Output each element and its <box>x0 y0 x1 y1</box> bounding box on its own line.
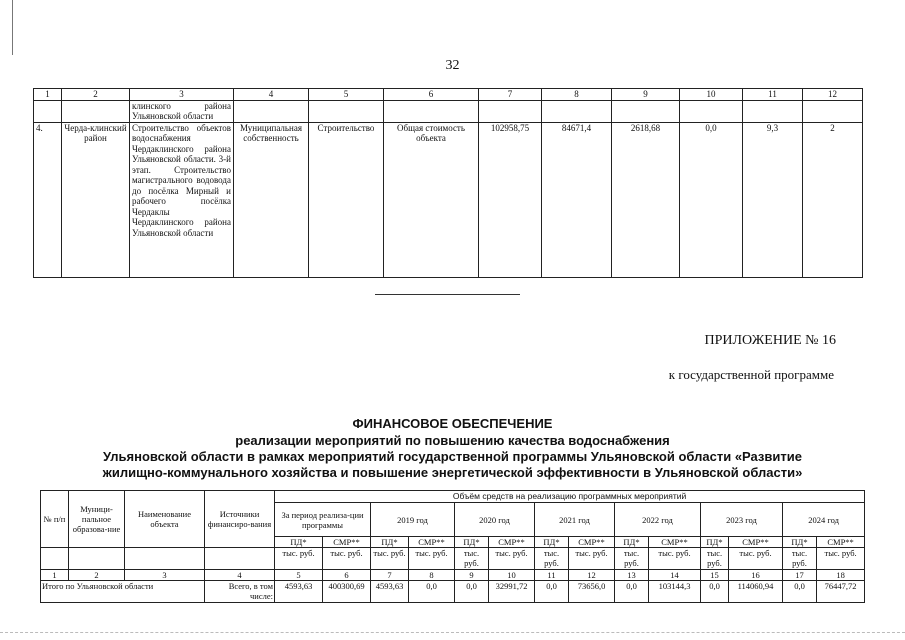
unit: тыс. руб. <box>649 548 701 570</box>
municipality: Черда-клинский район <box>62 122 130 277</box>
total-value: 0,0 <box>535 581 569 603</box>
col-num: 10 <box>680 89 743 101</box>
col-num: 1 <box>34 89 62 101</box>
unit: тыс. руб. <box>701 548 729 570</box>
scan-edge-line <box>12 0 13 55</box>
col-num: 17 <box>783 570 817 581</box>
header-year: 2022 год <box>615 503 701 537</box>
header-smr: СМР** <box>409 537 455 548</box>
work-type: Строительство <box>309 122 384 277</box>
total-value: 0,0 <box>455 581 489 603</box>
unit: тыс. руб. <box>371 548 409 570</box>
unit: тыс. руб. <box>569 548 615 570</box>
unit: тыс. руб. <box>409 548 455 570</box>
col-num: 1 <box>41 570 69 581</box>
col-num: 6 <box>384 89 479 101</box>
total-value: 4593,63 <box>275 581 323 603</box>
total-value: 0,0 <box>409 581 455 603</box>
col-num: 7 <box>371 570 409 581</box>
header-smr: СМР** <box>729 537 783 548</box>
total-label: Итого по Ульяновской области <box>41 581 205 603</box>
objects-table <box>33 88 863 278</box>
header-year: 2021 год <box>535 503 615 537</box>
table-row <box>34 122 863 277</box>
header-number: № п/п <box>41 491 69 548</box>
col-num: 2 <box>62 89 130 101</box>
value: 9,3 <box>743 122 803 277</box>
col-num: 11 <box>743 89 803 101</box>
col-num: 9 <box>612 89 680 101</box>
heading-line-2: реализации мероприятий по повышению качества водоснабжения <box>235 433 670 448</box>
col-num: 12 <box>569 570 615 581</box>
appendix-subtitle: к государственной программе <box>668 367 834 382</box>
col-num: 7 <box>479 89 542 101</box>
header-smr: СМР** <box>489 537 535 548</box>
total-value: 400300,69 <box>323 581 371 603</box>
total-value: 76447,72 <box>817 581 865 603</box>
header-pd: ПД* <box>455 537 489 548</box>
col-num: 10 <box>489 570 535 581</box>
header-year: 2023 год <box>701 503 783 537</box>
total-value: 0,0 <box>615 581 649 603</box>
header-period: За период реализа-ции программы <box>275 503 371 537</box>
col-num: 8 <box>409 570 455 581</box>
unit: тыс. руб. <box>783 548 817 570</box>
header-pd: ПД* <box>535 537 569 548</box>
header-smr: СМР** <box>323 537 371 548</box>
column-number-row <box>34 89 863 101</box>
header-sources: Источники финансиро-вания <box>205 491 275 548</box>
header-smr: СМР** <box>569 537 615 548</box>
heading-line-4: жилищно-коммунального хозяйства и повышение энергетической эффективности в Ульяновской области» <box>102 465 803 480</box>
unit: тыс. руб. <box>729 548 783 570</box>
value: 0,0 <box>680 122 743 277</box>
heading-line-3: Ульяновской области в рамках мероприятий государственной программы Ульяновской области «Развитие <box>103 449 802 464</box>
col-num: 3 <box>125 570 205 581</box>
object-name: Строительство объектов водоснабжения Чердаклинского района Ульяновской области. 3-й этап. Строительство магистрального водовода до посёлка Мирный и рабочего посёлка Чердаклы Чердаклинского района Ульяновской области <box>130 122 234 277</box>
total-row <box>41 581 865 603</box>
value: 84671,4 <box>542 122 612 277</box>
value: 2 <box>803 122 863 277</box>
value: 102958,75 <box>479 122 542 277</box>
page-number: 32 <box>445 58 460 73</box>
header-smr: СМР** <box>817 537 865 548</box>
unit: тыс. руб. <box>615 548 649 570</box>
scan-edge-line <box>0 632 905 633</box>
total-value: 114060,94 <box>729 581 783 603</box>
total-value: 73656,0 <box>569 581 615 603</box>
col-num: 14 <box>649 570 701 581</box>
value: 2618,68 <box>612 122 680 277</box>
header-smr: СМР** <box>649 537 701 548</box>
unit: тыс. руб. <box>455 548 489 570</box>
unit: тыс. руб. <box>323 548 371 570</box>
col-num: 4 <box>205 570 275 581</box>
continuation-row <box>34 100 863 122</box>
total-value: 103144,3 <box>649 581 701 603</box>
col-num: 12 <box>803 89 863 101</box>
header-pd: ПД* <box>615 537 649 548</box>
header-municipality: Муници-пальное образова-ние <box>69 491 125 548</box>
object-name-continued: клинского района Ульяновской области <box>130 100 234 122</box>
row-number: 4. <box>34 122 62 277</box>
header-pd: ПД* <box>783 537 817 548</box>
header-year: 2019 год <box>371 503 455 537</box>
total-value: 0,0 <box>783 581 817 603</box>
total-value: 32991,72 <box>489 581 535 603</box>
col-num: 4 <box>234 89 309 101</box>
col-num: 15 <box>701 570 729 581</box>
header-pd: ПД* <box>371 537 409 548</box>
total-source: Всего, в том числе: <box>205 581 275 603</box>
col-num: 11 <box>535 570 569 581</box>
cost-type: Общая стоимость объекта <box>384 122 479 277</box>
col-num: 2 <box>69 570 125 581</box>
separator-line <box>375 294 520 295</box>
ownership: Муниципальная собственность <box>234 122 309 277</box>
unit: тыс. руб. <box>489 548 535 570</box>
col-num: 3 <box>130 89 234 101</box>
col-num: 5 <box>309 89 384 101</box>
col-num: 18 <box>817 570 865 581</box>
col-num: 6 <box>323 570 371 581</box>
col-num: 9 <box>455 570 489 581</box>
unit: тыс. руб. <box>817 548 865 570</box>
unit: тыс. руб. <box>535 548 569 570</box>
header-year: 2024 год <box>783 503 865 537</box>
header-pd: ПД* <box>701 537 729 548</box>
header-year: 2020 год <box>455 503 535 537</box>
total-value: 0,0 <box>701 581 729 603</box>
unit: тыс. руб. <box>275 548 323 570</box>
appendix-title: ПРИЛОЖЕНИЕ № 16 <box>704 333 836 348</box>
header-object: Наименование объекта <box>125 491 205 548</box>
col-num: 16 <box>729 570 783 581</box>
total-value: 4593,63 <box>371 581 409 603</box>
header-pd: ПД* <box>275 537 323 548</box>
header-volume: Объём средств на реализацию программных мероприятий <box>275 491 865 503</box>
column-number-row <box>41 570 865 581</box>
col-num: 13 <box>615 570 649 581</box>
col-num: 8 <box>542 89 612 101</box>
col-num: 5 <box>275 570 323 581</box>
financing-table <box>40 490 865 603</box>
heading-line-1: ФИНАНСОВОЕ ОБЕСПЕЧЕНИЕ <box>352 416 553 431</box>
